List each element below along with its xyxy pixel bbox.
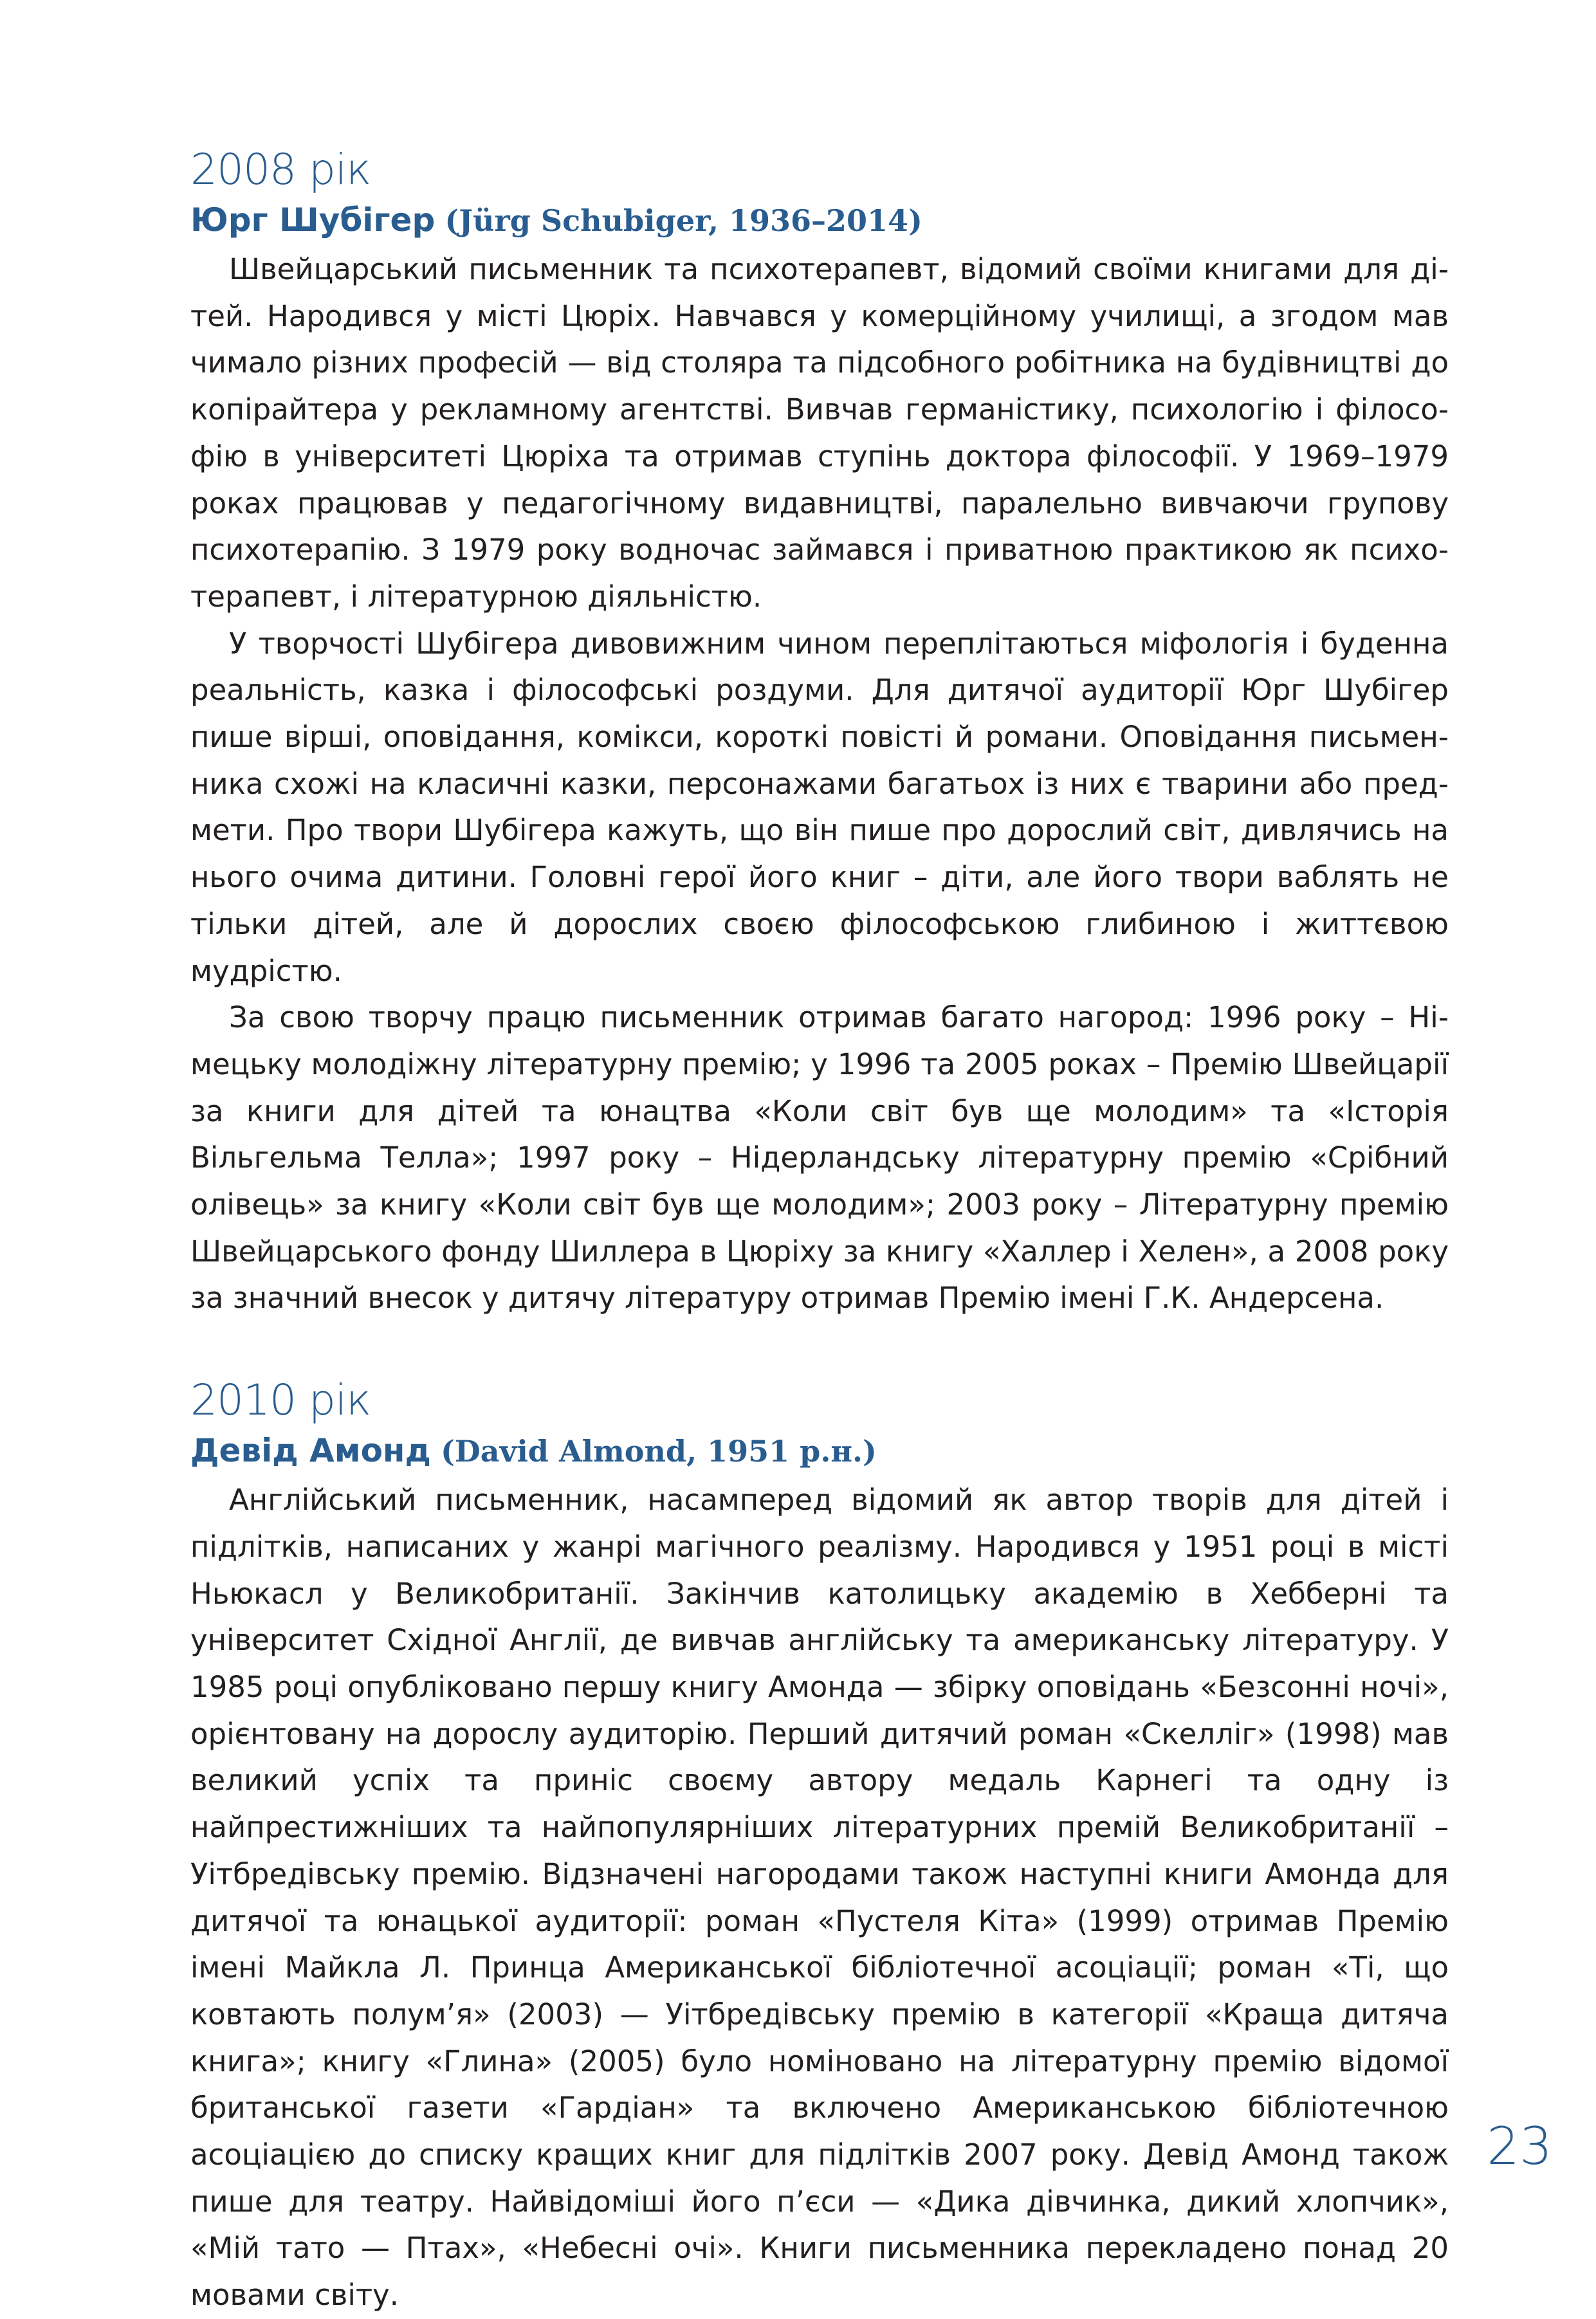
section-2010 [190,1373,1449,2319]
author-name: Девід Амонд [190,1432,431,1470]
body-paragraph: Англійський письменник, насамперед відомий як автор творів для дітей і підлітків, написаних у жанрі магічного реалізму. Народився у 1951 році в місті Ньюкасл у Великобританії. Закінчив католицьку академію в Хебберні та університет Східної Англії, де вивчав англійську та американську літературу. У 1985 році опубліковано першу книгу Амонда — збірку оповідань «Безсонні ночі», орієнтовану на дорослу аудиторію. Перший дитячий роман «Скелліг» (1998) мав великий успіх та приніс своєму автору медаль Карнегі та одну із найпрестижніших та найпопулярніших літературних премій Великобританії – Уітбредівську премію. Відзначені нагородами також наступні книги Амонда для дитячої та юнацької аудиторії: роман «Пустеля Кіта» (1999) отримав Премію імені Майкла Л. Принца Американської бібліотечної асоціації; роман «Ті, що ковтають полум’я» (2003) — Уітбредівську премію в категорії «Краща дитяча книга»; книгу «Глина» (2005) було номіновано на літературну премію відомої британської газети «Гардіан» та включено Американською бібліотечною асоціацією до списку кращих книг для підлітків 2007 року. Девід Амонд також пише для театру. Найвідоміші його п’єси — «Дика дівчинка, дикий хлопчик», «Мій тато — Птах», «Небесні очі». Книги письменника перекладено понад 20 мовами світу. [190,1483,1449,2313]
author-original-name: (Jürg Schubiger, 1936–2014) [445,203,922,238]
author-name: Юрг Шубігер [190,201,436,239]
author-heading [190,197,1449,244]
author-heading [190,1427,1449,1474]
section-year-heading: 2008 рік [190,145,371,194]
page-content [190,143,1449,2319]
body-paragraph: У творчості Шубігера дивовижним чином переплітаються міфологія і буденна реальність, казка і філософські роздуми. Для дитячої аудиторії Юрг Шубігер пише вірші, оповідання, комікси, короткі повісті й романи. Оповідання письменника схожі на класичні казки, персонажами багатьох із них є тварини або предмети. Про твори Шубігера кажуть, що він пише про дорослий світ, дивлячись на нього очима дитини. Головні герої його книг – діти, але його твори ваблять не тільки дітей, але й дорослих своєю філософською глибиною і життєвою мудрістю. [190,626,1449,988]
body-paragraph: Швейцарський письменник та психотерапевт, відомий своїми книгами для дітей. Народився у місті Цюріх. Навчався у комерційному училищі, а згодом мав чимало різних професій — від столяра та підсобного робітника на будівництві до копірайтера у рекламному агентстві. Вивчав германістику, психологію і філософію в університеті Цюріха та отримав ступінь доктора філософії. У 1969–1979 роках працював у педагогічному видавництві, паралельно вивчаючи групову психотерапію. З 1979 року водночас займався і приватною практикою як психотерапевт, і літературною діяльністю. [190,252,1449,614]
author-original-name: (David Almond, 1951 р.н.) [441,1434,877,1469]
section-year-heading: 2010 рік [190,1375,371,1425]
body-paragraph: За свою творчу працю письменник отримав багато нагород: 1996 року – Німецьку молодіжну літературну премію; у 1996 та 2005 роках – Премію Швейцарії за книги для дітей та юнацтва «Коли світ був ще молодим» та «Історія Вільгельма Телла»; 1997 року – Нідерландську літературну премію «Срібний олівець» за книгу «Коли світ був ще молодим»; 2003 року – Літературну премію Швейцарського фонду Шиллера в Цюріху за книгу «Халлер і Хелен», а 2008 року за значний внесок у дитячу літературу отримав Премію імені Г.К. Андерсена. [190,1000,1449,1315]
page-number: 23 [1487,2116,1552,2176]
section-2008 [190,143,1449,1322]
